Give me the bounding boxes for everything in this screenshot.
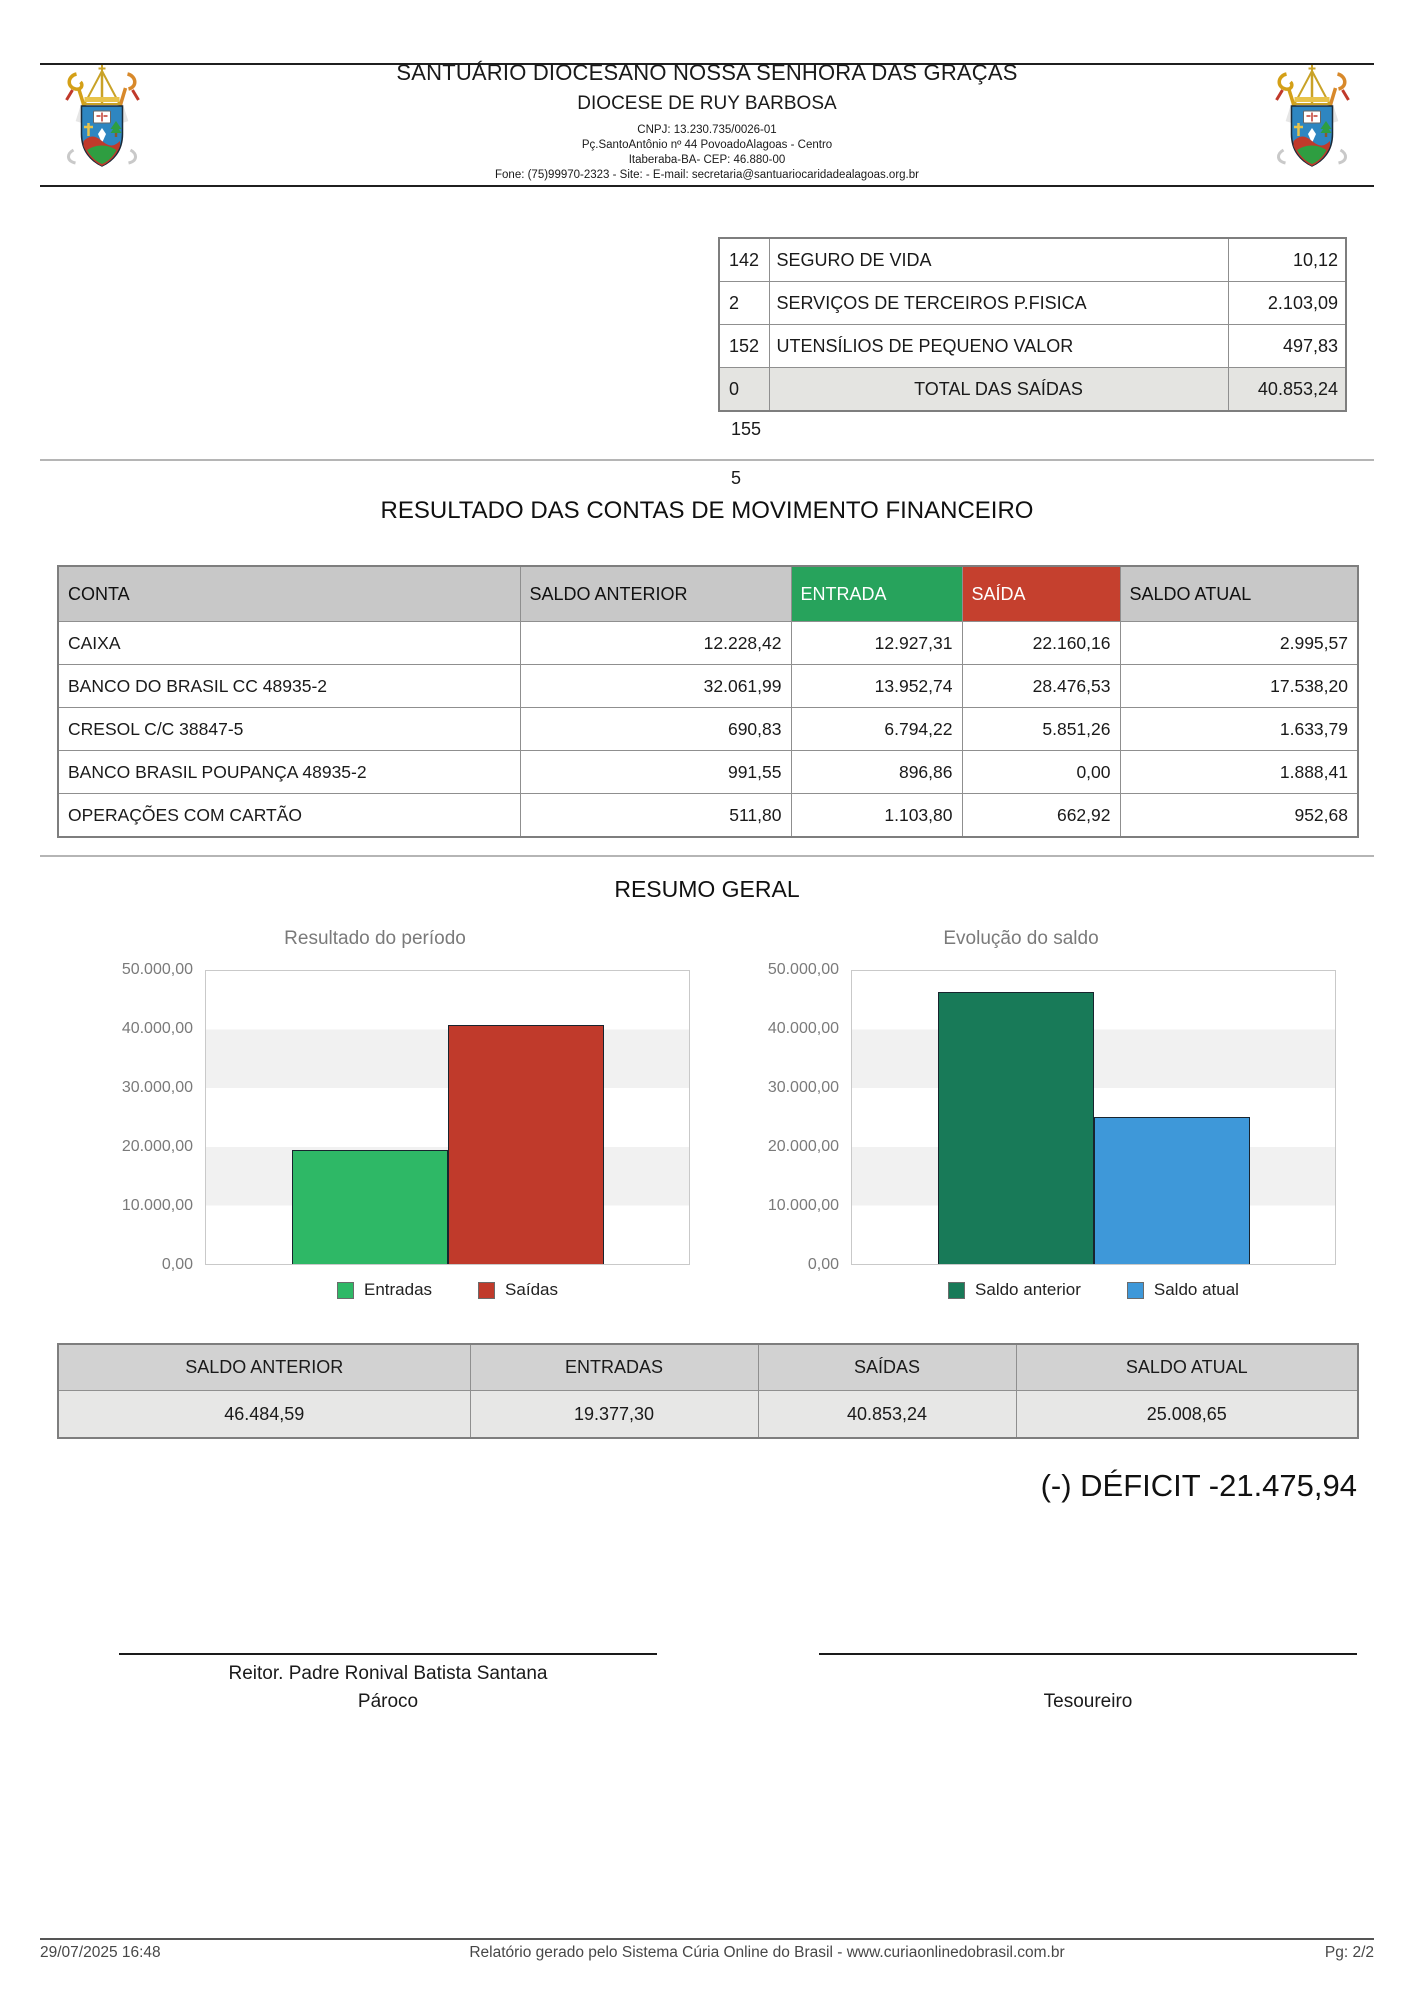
y-axis-labels xyxy=(706,961,851,1273)
account-entrada: 896,86 xyxy=(791,751,962,794)
accounts-section-title: RESULTADO DAS CONTAS DE MOVIMENTO FINANCEIRO xyxy=(380,497,1034,524)
section-divider-rule xyxy=(40,459,1374,461)
y-tick-label: 40.000,00 xyxy=(121,1020,193,1037)
total-code: 0 xyxy=(719,368,769,412)
totals-column-header: SALDO ANTERIOR xyxy=(58,1344,470,1391)
legend-swatch xyxy=(337,1282,354,1299)
legend-swatch xyxy=(478,1282,495,1299)
account-saida: 22.160,16 xyxy=(962,622,1120,665)
account-saldo-atual: 17.538,20 xyxy=(1120,665,1358,708)
totals-value: 19.377,30 xyxy=(470,1391,758,1439)
legend-item xyxy=(478,1280,558,1300)
expenses-row xyxy=(719,282,1346,325)
accounts-column-header: CONTA xyxy=(58,566,520,622)
account-row xyxy=(58,751,1358,794)
account-saida: 0,00 xyxy=(962,751,1120,794)
signatory-role: Tesoureiro xyxy=(1043,1691,1133,1712)
expense-code: 142 xyxy=(719,238,769,282)
account-saldo-atual: 2.995,57 xyxy=(1120,622,1358,665)
totals-header-row xyxy=(58,1344,1358,1391)
bars xyxy=(852,992,1335,1264)
org-address: Pç.SantoAntônio nº 44 PovoadoAlagoas - Centro xyxy=(581,139,833,151)
account-row xyxy=(58,794,1358,838)
accounts-column-header: SAÍDA xyxy=(962,566,1120,622)
signature-block-tesoureiro xyxy=(819,1653,1357,1713)
account-row xyxy=(58,708,1358,751)
plot-area xyxy=(205,970,690,1265)
y-tick-label: 10.000,00 xyxy=(767,1197,839,1214)
account-name: BANCO BRASIL POUPANÇA 48935-2 xyxy=(58,751,520,794)
expense-value: 2.103,09 xyxy=(1228,282,1346,325)
legend-label: Entradas xyxy=(364,1280,433,1299)
org-cnpj: CNPJ: 13.230.735/0026-01 xyxy=(637,124,777,136)
account-saldo-atual: 1.888,41 xyxy=(1120,751,1358,794)
chart-evolucao-saldo xyxy=(706,928,1336,1300)
account-saldo-anterior: 991,55 xyxy=(520,751,791,794)
org-city-cep: Itaberaba-BA- CEP: 46.880-00 xyxy=(628,154,786,166)
expenses-table-body xyxy=(719,238,1346,411)
y-tick-label: 40.000,00 xyxy=(767,1020,839,1037)
account-saldo-anterior: 511,80 xyxy=(520,794,791,838)
expenses-row xyxy=(719,325,1346,368)
footer-generated-by: Relatório gerado pelo Sistema Cúria Online do Brasil - www.curiaonlinedobrasil.com.br xyxy=(469,1944,1065,1961)
footer-rule xyxy=(40,1938,1374,1940)
account-name: BANCO DO BRASIL CC 48935-2 xyxy=(58,665,520,708)
account-saida: 662,92 xyxy=(962,794,1120,838)
chart-legend xyxy=(851,1280,1336,1300)
legend-swatch xyxy=(1127,1282,1144,1299)
deficit-label: (-) DÉFICIT -21.475,94 xyxy=(1040,1468,1357,1503)
totals-value-row xyxy=(58,1391,1358,1439)
report-footer xyxy=(40,1944,1374,1962)
expense-value: 10,12 xyxy=(1228,238,1346,282)
bar-saldo-atual xyxy=(1094,1117,1250,1264)
totals-value: 25.008,65 xyxy=(1016,1391,1358,1439)
expenses-table xyxy=(718,237,1347,412)
bar-saídas xyxy=(448,1025,604,1264)
account-entrada: 13.952,74 xyxy=(791,665,962,708)
resumo-divider-rule xyxy=(40,855,1374,857)
y-tick-label: 0,00 xyxy=(807,1256,839,1273)
expense-description: UTENSÍLIOS DE PEQUENO VALOR xyxy=(769,325,1228,368)
footer-page-number: Pg: 2/2 xyxy=(1324,1944,1374,1961)
y-axis-labels xyxy=(60,961,205,1273)
account-name: CAIXA xyxy=(58,622,520,665)
signatory-name: Reitor. Padre Ronival Batista Santana xyxy=(228,1663,548,1684)
totals-column-header: SALDO ATUAL xyxy=(1016,1344,1358,1391)
totals-value: 40.853,24 xyxy=(758,1391,1016,1439)
account-saida: 28.476,53 xyxy=(962,665,1120,708)
y-tick-label: 20.000,00 xyxy=(121,1138,193,1155)
legend-item xyxy=(948,1280,1081,1300)
expense-value: 497,83 xyxy=(1228,325,1346,368)
y-tick-label: 50.000,00 xyxy=(767,961,839,978)
chart-legend xyxy=(205,1280,690,1300)
bars xyxy=(206,1025,689,1264)
plot-area xyxy=(851,970,1336,1265)
y-tick-label: 0,00 xyxy=(161,1256,193,1273)
account-entrada: 12.927,31 xyxy=(791,622,962,665)
account-row xyxy=(58,665,1358,708)
account-saldo-anterior: 12.228,42 xyxy=(520,622,791,665)
legend-item xyxy=(337,1280,432,1300)
legend-label: Saídas xyxy=(505,1280,558,1299)
totals-table xyxy=(57,1343,1359,1439)
bar-saldo-anterior xyxy=(938,992,1094,1264)
chart-resultado-periodo xyxy=(60,928,690,1300)
y-tick-label: 50.000,00 xyxy=(121,961,193,978)
account-entrada: 1.103,80 xyxy=(791,794,962,838)
legend-label: Saldo anterior xyxy=(975,1280,1081,1299)
org-title: SANTUÁRIO DIOCESANO NOSSA SENHORA DAS GRAÇAS xyxy=(396,60,1018,85)
y-tick-label: 30.000,00 xyxy=(767,1079,839,1096)
expense-description: SEGURO DE VIDA xyxy=(769,238,1228,282)
totals-column-header: SAÍDAS xyxy=(758,1344,1016,1391)
expense-description: SERVIÇOS DE TERCEIROS P.FISICA xyxy=(769,282,1228,325)
expenses-row xyxy=(719,238,1346,282)
signature-block-paroco xyxy=(119,1653,657,1713)
chart-title: Evolução do saldo xyxy=(943,928,1099,949)
totals-value: 46.484,59 xyxy=(58,1391,470,1439)
expense-code: 2 xyxy=(719,282,769,325)
legend-label: Saldo atual xyxy=(1153,1280,1239,1299)
header-bottom-rule xyxy=(40,185,1374,187)
y-tick-label: 10.000,00 xyxy=(121,1197,193,1214)
diocese-subtitle: DIOCESE DE RUY BARBOSA xyxy=(577,93,837,114)
footer-datetime: 29/07/2025 16:48 xyxy=(40,1944,161,1961)
legend-item xyxy=(1127,1280,1239,1300)
expenses-total-row xyxy=(719,368,1346,412)
accounts-table-body xyxy=(58,622,1358,838)
orphan-account-code: 5 xyxy=(731,468,742,488)
signature-line xyxy=(819,1653,1357,1655)
accounts-header-row xyxy=(58,566,1358,622)
expense-code: 152 xyxy=(719,325,769,368)
accounts-column-header: SALDO ATUAL xyxy=(1120,566,1358,622)
orphan-account-code: 155 xyxy=(731,419,762,439)
resumo-section-title: RESUMO GERAL xyxy=(614,876,800,902)
diocese-crest-logo xyxy=(1262,64,1362,170)
diocese-crest-logo xyxy=(52,64,152,170)
account-name: CRESOL C/C 38847-5 xyxy=(58,708,520,751)
accounts-table xyxy=(57,565,1359,838)
y-tick-label: 20.000,00 xyxy=(767,1138,839,1155)
chart-title: Resultado do período xyxy=(284,928,466,949)
org-contact: Fone: (75)99970-2323 - Site: - E-mail: secretaria@santuariocaridadealagoas.org.br xyxy=(495,169,919,181)
total-value: 40.853,24 xyxy=(1228,368,1346,412)
accounts-column-header: SALDO ANTERIOR xyxy=(520,566,791,622)
totals-column-header: ENTRADAS xyxy=(470,1344,758,1391)
y-tick-label: 30.000,00 xyxy=(121,1079,193,1096)
account-saldo-atual: 952,68 xyxy=(1120,794,1358,838)
account-entrada: 6.794,22 xyxy=(791,708,962,751)
total-label: TOTAL DAS SAÍDAS xyxy=(769,368,1228,412)
signature-line xyxy=(119,1653,657,1655)
report-header xyxy=(170,60,1244,182)
account-row xyxy=(58,622,1358,665)
account-name: OPERAÇÕES COM CARTÃO xyxy=(58,794,520,838)
signatory-role: Pároco xyxy=(357,1691,419,1712)
bar-entradas xyxy=(292,1150,448,1264)
account-saldo-anterior: 32.061,99 xyxy=(520,665,791,708)
account-saldo-anterior: 690,83 xyxy=(520,708,791,751)
account-saida: 5.851,26 xyxy=(962,708,1120,751)
account-saldo-atual: 1.633,79 xyxy=(1120,708,1358,751)
accounts-column-header: ENTRADA xyxy=(791,566,962,622)
legend-swatch xyxy=(948,1282,965,1299)
